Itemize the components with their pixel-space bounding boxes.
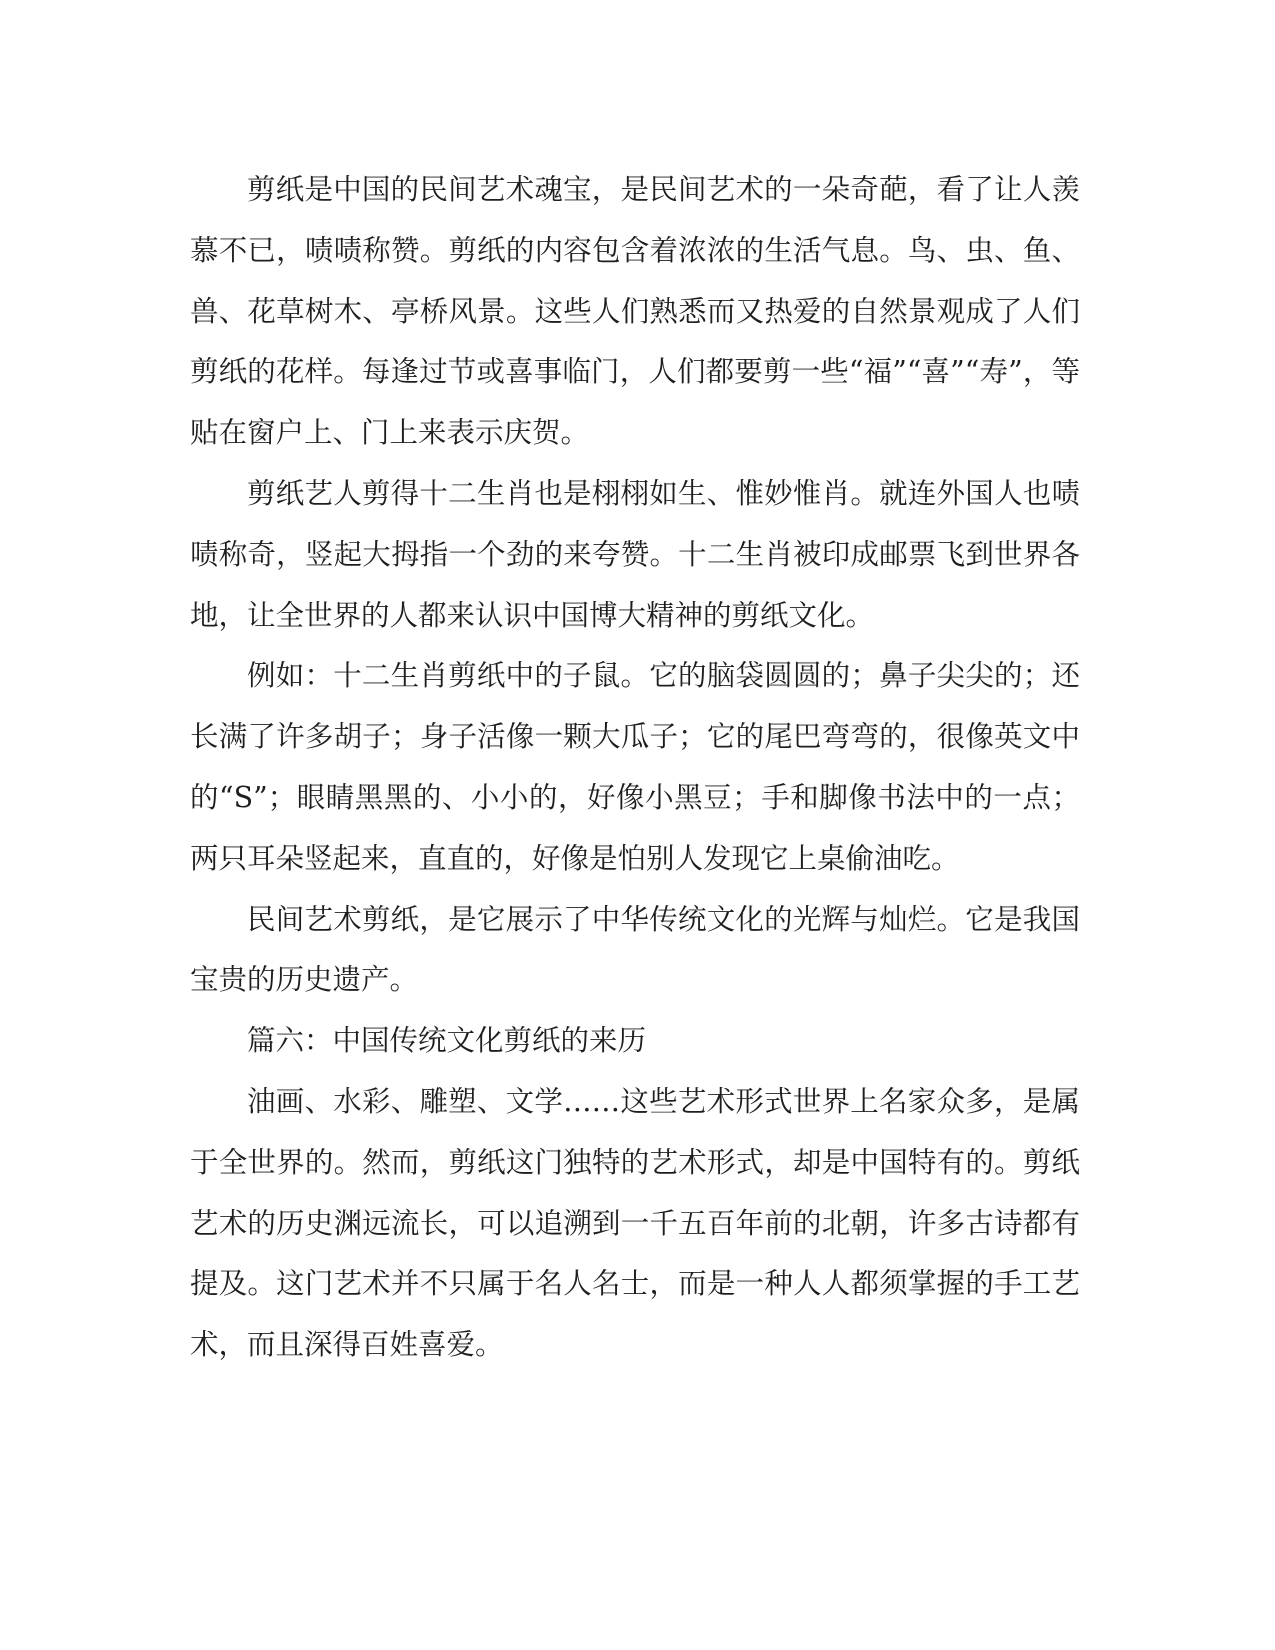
paragraph-history: 油画、水彩、雕塑、文学……这些艺术形式世界上名家众多，是属于全世界的。然而，剪纸这门独特的艺术形式，却是中国特有的。剪纸艺术的历史渊远流长，可以追溯到一千五百年前的北朝，许多古诗都有提及。这门艺术并不只属于名人名士，而是一种人人都须掌握的手工艺术，而且深得百姓喜爱。 [190, 1084, 1080, 1362]
paragraph-heritage: 民间艺术剪纸，是它展示了中华传统文化的光辉与灿烂。它是我国宝贵的历史遗产。 [190, 902, 1080, 997]
document-body [190, 160, 1080, 1376]
section-heading: 篇六：中国传统文化剪纸的来历 [247, 1024, 647, 1058]
paragraph-zodiac: 剪纸艺人剪得十二生肖也是栩栩如生、惟妙惟肖。就连外国人也啧啧称奇，竖起大拇指一个劲的来夸赞。十二生肖被印成邮票飞到世界各地，让全世界的人都来认识中国博大精神的剪纸文化。 [190, 476, 1080, 632]
paragraph-rat-example: 例如：十二生肖剪纸中的子鼠。它的脑袋圆圆的；鼻子尖尖的；还长满了许多胡子；身子活像一颗大瓜子；它的尾巴弯弯的，很像英文中的“S”；眼睛黑黑的、小小的，好像小黑豆；手和脚像书法中的一点；两只耳朵竖起来，直直的，好像是怕别人发现它上桌偷油吃。 [190, 659, 1080, 875]
paragraph-paper-cutting-intro: 剪纸是中国的民间艺术魂宝，是民间艺术的一朵奇葩，看了让人羡慕不已，啧啧称赞。剪纸的内容包含着浓浓的生活气息。鸟、虫、鱼、兽、花草树木、亭桥风景。这些人们熟悉而又热爱的自然景观成了人们剪纸的花样。每逢过节或喜事临门，人们都要剪一些“福”“喜”“寿”，等贴在窗户上、门上来表示庆贺。 [190, 173, 1080, 450]
